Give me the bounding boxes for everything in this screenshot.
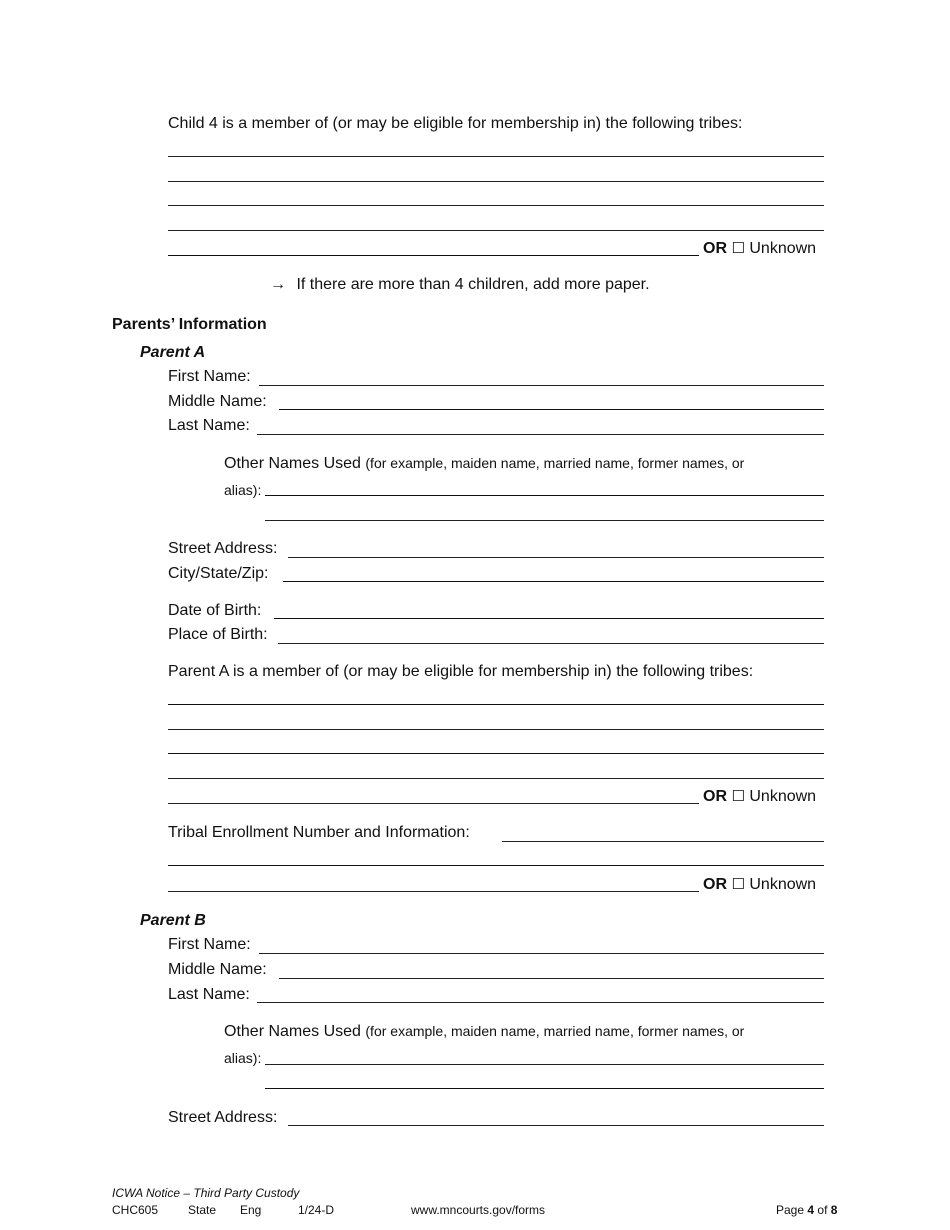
- parent-b-heading: Parent B: [140, 912, 206, 929]
- child4-tribes-line-2[interactable]: [168, 181, 824, 182]
- child4-tribes-line-5[interactable]: [168, 255, 699, 256]
- unknown-checkbox[interactable]: ☐: [731, 875, 745, 893]
- parent-b-first-name-label: First Name:: [168, 936, 251, 953]
- or-label: OR: [703, 788, 727, 805]
- or-label: OR: [703, 876, 727, 893]
- parent-b-last-name-field[interactable]: [257, 1002, 824, 1003]
- more-children-note: [270, 275, 650, 295]
- parents-heading: Parents’ Information: [112, 316, 267, 333]
- parent-a-tribes-unknown-option[interactable]: [703, 786, 816, 807]
- parent-a-dob-field[interactable]: [274, 618, 824, 619]
- other-names-label-text: Other Names Used: [224, 1023, 361, 1040]
- unknown-checkbox[interactable]: ☐: [731, 239, 745, 257]
- parent-a-heading: Parent A: [140, 344, 206, 361]
- other-names-label-text: Other Names Used: [224, 455, 361, 472]
- parent-a-other-names-field-2[interactable]: [265, 520, 824, 521]
- parent-a-tribes-line-2[interactable]: [168, 729, 824, 730]
- footer-language: Eng: [240, 1203, 262, 1217]
- parent-a-first-name-label: First Name:: [168, 368, 251, 385]
- parent-a-enrollment-unknown-option[interactable]: [703, 874, 816, 895]
- unknown-checkbox[interactable]: ☐: [731, 787, 745, 805]
- arrow-right-icon: →: [270, 276, 286, 293]
- child4-tribes-line-3[interactable]: [168, 205, 824, 206]
- more-children-text: If there are more than 4 children, add more paper.: [296, 276, 650, 293]
- child4-tribes-line-1[interactable]: [168, 156, 824, 157]
- parent-a-tribes-line-4[interactable]: [168, 778, 824, 779]
- parent-a-dob-label: Date of Birth:: [168, 602, 262, 619]
- parent-a-last-name-label: Last Name:: [168, 417, 250, 434]
- parent-a-tribes-line-1[interactable]: [168, 704, 824, 705]
- footer-form-title: ICWA Notice – Third Party Custody: [112, 1186, 300, 1200]
- parent-a-middle-name-label: Middle Name:: [168, 393, 267, 410]
- child4-unknown-option[interactable]: [703, 238, 816, 259]
- child4-tribes-prompt: Child 4 is a member of (or may be eligible for membership in) the following tribes:: [168, 115, 743, 132]
- parent-b-other-names-label: [224, 1021, 744, 1042]
- parent-a-first-name-field[interactable]: [259, 385, 824, 386]
- parent-a-tribes-prompt: Parent A is a member of (or may be eligible for membership in) the following tribes:: [168, 663, 754, 680]
- parent-a-enrollment-field-3[interactable]: [168, 891, 699, 892]
- parent-a-street-field[interactable]: [288, 557, 824, 558]
- parent-b-alias-label: alias):: [224, 1050, 262, 1066]
- parent-a-other-names-field-1[interactable]: [265, 495, 824, 496]
- page-prefix: Page: [776, 1203, 805, 1217]
- parent-a-city-label: City/State/Zip:: [168, 565, 269, 582]
- footer-jurisdiction: State: [188, 1203, 217, 1217]
- footer-website-link[interactable]: www.mncourts.gov/forms: [411, 1203, 546, 1217]
- parent-b-first-name-field[interactable]: [259, 953, 824, 954]
- parent-b-street-label: Street Address:: [168, 1109, 278, 1126]
- parent-a-city-field[interactable]: [283, 581, 824, 582]
- parent-a-middle-name-field[interactable]: [279, 409, 824, 410]
- parent-a-pob-field[interactable]: [278, 643, 824, 644]
- page-total: 8: [830, 1203, 838, 1217]
- parent-b-other-names-field-1[interactable]: [265, 1064, 824, 1065]
- parent-a-last-name-field[interactable]: [257, 434, 824, 435]
- parent-a-enrollment-label: Tribal Enrollment Number and Information:: [168, 824, 470, 841]
- unknown-label: Unknown: [749, 788, 817, 805]
- footer-revision: 1/24-D: [298, 1203, 335, 1217]
- parent-b-street-field[interactable]: [288, 1125, 824, 1126]
- parent-a-enrollment-field-2[interactable]: [168, 865, 824, 866]
- parent-a-other-names-label: [224, 453, 744, 474]
- parent-a-enrollment-field-1[interactable]: [502, 841, 824, 842]
- parent-b-middle-name-label: Middle Name:: [168, 961, 267, 978]
- child4-tribes-line-4[interactable]: [168, 230, 824, 231]
- other-names-hint: (for example, maiden name, married name, former names, or: [365, 1023, 745, 1039]
- parent-b-other-names-field-2[interactable]: [265, 1088, 824, 1089]
- parent-a-tribes-line-5[interactable]: [168, 803, 699, 804]
- other-names-hint: (for example, maiden name, married name, former names, or: [365, 455, 745, 471]
- parent-a-street-label: Street Address:: [168, 540, 278, 557]
- footer-page-number: [776, 1203, 837, 1218]
- parent-a-alias-label: alias):: [224, 482, 262, 498]
- unknown-label: Unknown: [749, 876, 817, 893]
- parent-b-middle-name-field[interactable]: [279, 978, 824, 979]
- footer-form-code: CHC605: [112, 1203, 159, 1217]
- page-of: of: [817, 1203, 828, 1217]
- parent-b-last-name-label: Last Name:: [168, 986, 250, 1003]
- or-label: OR: [703, 240, 727, 257]
- page-current: 4: [807, 1203, 815, 1217]
- parent-a-pob-label: Place of Birth:: [168, 626, 268, 643]
- parent-a-tribes-line-3[interactable]: [168, 753, 824, 754]
- unknown-label: Unknown: [749, 240, 817, 257]
